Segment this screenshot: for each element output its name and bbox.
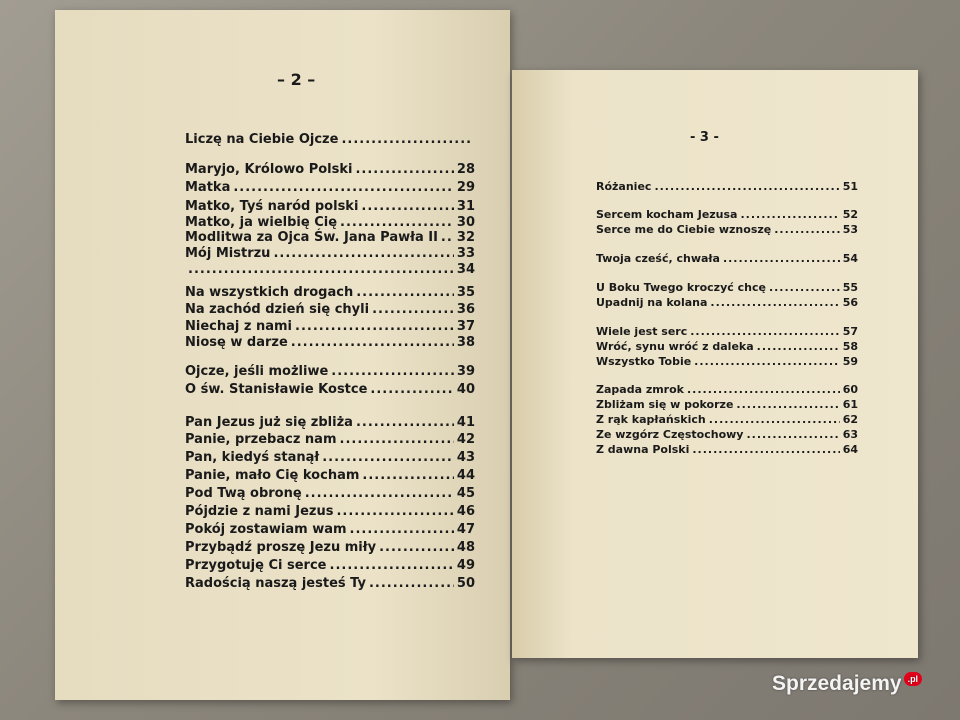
toc-leader-dots	[362, 468, 454, 483]
toc-left	[55, 10, 510, 700]
toc-leader-dots	[361, 199, 453, 214]
toc-entry	[596, 252, 858, 265]
toc-entry-title: Ze wzgórz Częstochowy	[596, 428, 744, 441]
toc-leader-dots	[692, 443, 839, 456]
toc-entry-title: Zbliżam się w pokorze	[596, 398, 734, 411]
toc-leader-dots	[690, 325, 839, 338]
toc-leader-dots	[340, 432, 454, 447]
toc-entry	[185, 522, 475, 537]
toc-entry-page: 57	[842, 325, 858, 338]
toc-entry-title: Z rąk kapłańskich	[596, 413, 706, 426]
toc-leader-dots	[709, 413, 840, 426]
toc-leader-dots	[757, 340, 840, 353]
toc-leader-dots	[740, 208, 839, 221]
toc-entry-title: U Boku Twego kroczyć chcę	[596, 281, 766, 294]
toc-entry-title: Przybądź proszę Jezu miły	[185, 540, 377, 555]
toc-entry-title: Panie, przebacz nam	[185, 432, 337, 447]
toc-entry-page: 32	[456, 230, 475, 245]
toc-entry	[596, 398, 858, 411]
toc-entry	[185, 262, 475, 277]
toc-entry-page: 49	[456, 558, 475, 573]
toc-leader-dots	[330, 558, 454, 573]
toc-leader-dots	[769, 281, 840, 294]
toc-entry-title: Panie, mało Cię kocham	[185, 468, 360, 483]
toc-entry	[596, 223, 858, 236]
toc-entry-page: 60	[842, 383, 858, 396]
toc-entry-page: 28	[456, 162, 475, 177]
toc-entry	[596, 428, 858, 441]
toc-entry-page: 43	[456, 450, 475, 465]
toc-entry	[185, 504, 475, 519]
right-page	[512, 70, 918, 658]
toc-entry-title: Pokój zostawiam wam	[185, 522, 347, 537]
toc-entry	[185, 335, 475, 350]
toc-entry	[596, 443, 858, 456]
toc-entry	[596, 355, 858, 368]
toc-leader-dots	[336, 504, 453, 519]
toc-entry-title: Z dawna Polski	[596, 443, 690, 456]
toc-entry-title: Maryjo, Królowo Polski	[185, 162, 353, 177]
toc-leader-dots	[369, 576, 454, 591]
toc-entry-title: Serce me do Ciebie wznoszę	[596, 223, 772, 236]
toc-leader-dots	[687, 383, 840, 396]
toc-entry	[185, 468, 475, 483]
toc-entry	[596, 413, 858, 426]
toc-leader-dots	[341, 132, 472, 147]
toc-leader-dots	[356, 285, 454, 300]
toc-entry	[185, 319, 475, 334]
toc-leader-dots	[356, 415, 454, 430]
toc-leader-dots	[291, 335, 454, 350]
toc-entry	[185, 415, 475, 430]
toc-leader-dots	[322, 450, 454, 465]
toc-right	[512, 70, 918, 658]
toc-entry-title: Wróć, synu wróć z daleka	[596, 340, 754, 353]
toc-entry	[596, 281, 858, 294]
toc-leader-dots	[694, 355, 840, 368]
toc-entry-page: 42	[456, 432, 475, 447]
toc-leader-dots	[441, 230, 454, 245]
watermark-text: Sprzedajemy	[772, 672, 902, 695]
toc-entry-title: Wszystko Tobie	[596, 355, 692, 368]
toc-entry-title: Przygotuję Ci serce	[185, 558, 327, 573]
toc-entry	[185, 132, 475, 147]
watermark-logo	[772, 672, 922, 696]
toc-entry	[596, 325, 858, 338]
toc-entry-page: 53	[842, 223, 858, 236]
toc-entry-title: Pod Twą obronę	[185, 486, 302, 501]
toc-entry-page: 52	[842, 208, 858, 221]
toc-entry-page: 35	[456, 285, 475, 300]
toc-leader-dots	[355, 162, 453, 177]
toc-leader-dots	[746, 428, 839, 441]
toc-entry	[185, 285, 475, 300]
toc-entry	[185, 432, 475, 447]
toc-entry-page: 61	[842, 398, 858, 411]
toc-entry-title: Twoja cześć, chwała	[596, 252, 720, 265]
toc-entry-title: Ojcze, jeśli możliwe	[185, 364, 329, 379]
toc-entry-page: 56	[842, 296, 858, 309]
toc-entry-title: Sercem kocham Jezusa	[596, 208, 738, 221]
toc-entry	[185, 230, 475, 245]
toc-entry	[185, 199, 475, 214]
toc-leader-dots	[370, 382, 453, 397]
toc-leader-dots	[340, 215, 454, 230]
toc-entry-title: Pójdzie z nami Jezus	[185, 504, 334, 519]
toc-entry	[185, 486, 475, 501]
toc-entry-page: 44	[456, 468, 475, 483]
toc-entry-title: Modlitwa za Ojca Św. Jana Pawła II	[185, 230, 438, 245]
toc-leader-dots	[774, 223, 839, 236]
toc-entry-title: O św. Stanisławie Kostce	[185, 382, 368, 397]
toc-entry	[596, 296, 858, 309]
toc-leader-dots	[295, 319, 454, 334]
toc-leader-dots	[710, 296, 839, 309]
toc-entry	[185, 382, 475, 397]
toc-entry-page: 30	[456, 215, 475, 230]
toc-entry-page: 48	[456, 540, 475, 555]
toc-entry-title: Na zachód dzień się chyli	[185, 302, 370, 317]
toc-entry	[185, 162, 475, 177]
toc-entry-title: Radością naszą jesteś Ty	[185, 576, 366, 591]
toc-leader-dots	[305, 486, 454, 501]
toc-entry-page: 36	[456, 302, 475, 317]
toc-entry-page: 34	[456, 262, 475, 277]
toc-entry-page: 55	[842, 281, 858, 294]
toc-leader-dots	[723, 252, 840, 265]
left-page	[55, 10, 510, 700]
toc-entry-title: Pan, kiedyś stanął	[185, 450, 320, 465]
toc-entry-page: 40	[456, 382, 475, 397]
toc-entry-page: 51	[842, 180, 858, 193]
toc-entry-title: Matko, ja wielbię Cię	[185, 215, 338, 230]
toc-entry-title: Mój Mistrzu	[185, 246, 271, 261]
toc-entry-page: 37	[456, 319, 475, 334]
toc-entry-title: Upadnij na kolana	[596, 296, 708, 309]
toc-entry-page: 39	[456, 364, 475, 379]
toc-leader-dots	[188, 262, 454, 277]
toc-entry	[185, 180, 475, 195]
toc-entry-title: Liczę na Ciebie Ojcze	[185, 132, 339, 147]
toc-leader-dots	[372, 302, 454, 317]
toc-leader-dots	[273, 246, 453, 261]
toc-entry-page: 45	[456, 486, 475, 501]
toc-entry-title: Na wszystkich drogach	[185, 285, 354, 300]
toc-entry-page: 29	[456, 180, 475, 195]
toc-entry	[185, 558, 475, 573]
toc-entry-page: 31	[456, 199, 475, 214]
toc-leader-dots	[379, 540, 454, 555]
watermark-suffix: .pl	[904, 672, 923, 686]
toc-entry-page: 64	[842, 443, 858, 456]
toc-entry-page: 62	[842, 413, 858, 426]
toc-leader-dots	[654, 180, 839, 193]
toc-entry-page: 50	[456, 576, 475, 591]
toc-leader-dots	[331, 364, 454, 379]
toc-entry	[185, 576, 475, 591]
toc-entry	[185, 450, 475, 465]
page-number-right: - 3 -	[690, 130, 719, 145]
toc-entry	[185, 246, 475, 261]
toc-entry	[185, 302, 475, 317]
toc-entry-page: 54	[842, 252, 858, 265]
toc-entry-page: 41	[456, 415, 475, 430]
toc-entry-title: Matka	[185, 180, 231, 195]
toc-entry-title: Niechaj z nami	[185, 319, 292, 334]
toc-entry	[596, 383, 858, 396]
toc-entry	[185, 540, 475, 555]
toc-leader-dots	[736, 398, 839, 411]
toc-entry-title: Niosę w darze	[185, 335, 288, 350]
toc-entry-page: 47	[456, 522, 475, 537]
toc-entry-page: 38	[456, 335, 475, 350]
toc-leader-dots	[233, 180, 454, 195]
page-number-left: – 2 –	[277, 70, 316, 89]
toc-entry-title: Wiele jest serc	[596, 325, 688, 338]
toc-entry	[185, 215, 475, 230]
toc-entry-title: Zapada zmrok	[596, 383, 684, 396]
toc-entry-title: Różaniec	[596, 180, 652, 193]
toc-entry-page: 63	[842, 428, 858, 441]
toc-entry	[596, 180, 858, 193]
toc-entry-title: Matko, Tyś naród polski	[185, 199, 359, 214]
toc-leader-dots	[350, 522, 454, 537]
toc-entry-title: Pan Jezus już się zbliża	[185, 415, 353, 430]
toc-entry-page: 33	[456, 246, 475, 261]
toc-entry	[596, 340, 858, 353]
toc-entry-page: 59	[842, 355, 858, 368]
toc-entry-page: 58	[842, 340, 858, 353]
toc-entry	[596, 208, 858, 221]
toc-entry	[185, 364, 475, 379]
toc-entry-page: 46	[456, 504, 475, 519]
